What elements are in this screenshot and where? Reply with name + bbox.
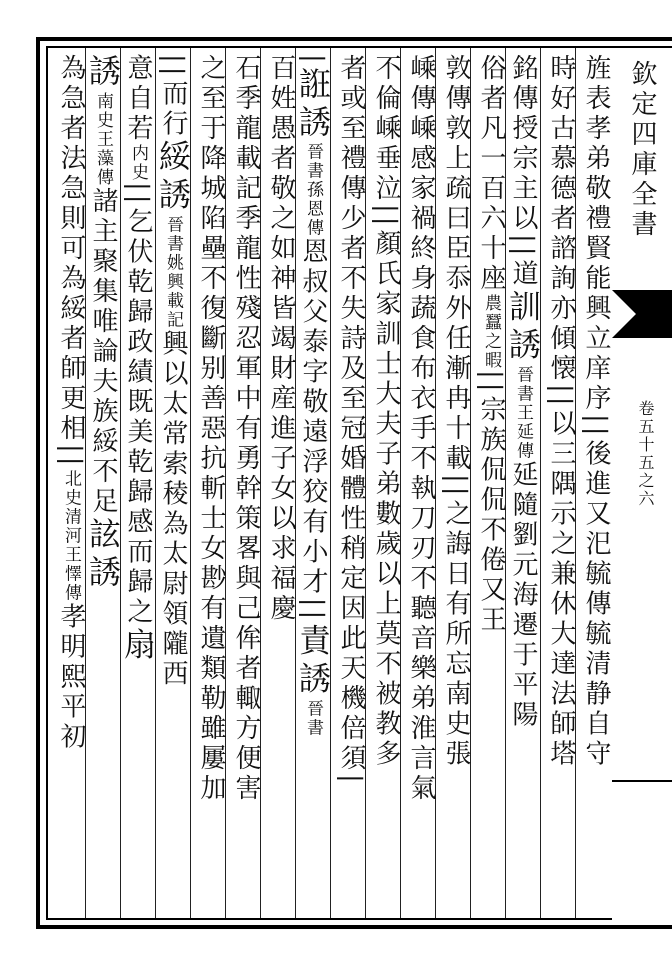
headword: 詃誘 xyxy=(84,517,122,593)
text-column xyxy=(191,54,224,914)
source-note: 晉書姚興載記 xyxy=(163,215,183,330)
text-column xyxy=(504,54,542,914)
text-column xyxy=(154,54,192,914)
text-run: 旌表孝弟敬禮賢能興立庠序||後進又汜毓傳毓清静自守 xyxy=(581,54,611,770)
headword: 訓誘 xyxy=(504,289,542,366)
text-run: 敦傳敦上疏曰臣忝外任漸冉十載||之誨日有所忘南史張 xyxy=(441,54,471,770)
headword: 責誘 xyxy=(294,623,332,700)
text-run: | xyxy=(298,54,328,67)
source-note: 晉書孫恩傳 xyxy=(303,142,323,238)
text-column xyxy=(294,54,332,914)
margin-bottom-rule xyxy=(612,780,672,782)
text-run: 意自若 xyxy=(123,54,153,144)
text-run: 時好古慕德者諮詢亦傾懐||以三隅示之兼休大達法師塔 xyxy=(546,54,576,770)
text-run: ||乞伏乾歸政績既美乾歸感而歸之 xyxy=(123,182,153,628)
text-run: 興以太常索稜為太尉領隴西 xyxy=(158,329,188,690)
text-column xyxy=(331,54,364,914)
text-column xyxy=(84,54,122,914)
text-run: 石季龍載記季龍性殘忍軍中有勇幹策畧與己侔者輙方便害 xyxy=(231,54,261,804)
text-column xyxy=(401,54,434,914)
text-run: 恩叔父泰字敬遠浮狡有小才|| xyxy=(298,237,328,624)
text-run: 百姓愚者敬之如神皆竭財産進子女以求福慶 xyxy=(266,54,296,624)
text-column xyxy=(471,54,504,914)
text-column xyxy=(576,54,609,914)
text-run: 者或至禮傳少者不失詩及至冠婚體性稍定因此天機倍須| xyxy=(336,54,366,787)
text-run: 延隨劉元海遷于平陽 xyxy=(508,460,538,731)
text-run: ||宗族侃侃不倦又王 xyxy=(476,370,506,636)
source-note: 内史 xyxy=(128,144,148,182)
headword: 綏誘 xyxy=(154,139,192,216)
source-note: 晉書王延傳 xyxy=(513,365,533,461)
text-run: 俗者凡一百六十座 xyxy=(476,54,506,294)
text-run: 之至于降城陷壘不復斷别善惡抗斬士女尠有遺類勒雖屢加 xyxy=(196,54,226,804)
source-note: 北史清河王懌傳 xyxy=(61,469,81,603)
text-run: 不倫嵊垂泣||顏氏家訓士大夫子弟數歲以上莫不被教多 xyxy=(371,54,401,770)
margin-top-rule xyxy=(612,46,672,48)
headword: 扇 xyxy=(119,627,157,666)
fish-tail-mark-icon xyxy=(612,290,672,338)
headword: 誑誘 xyxy=(294,66,332,143)
text-column xyxy=(541,54,574,914)
headword: 誘 xyxy=(84,54,122,92)
margin-volume-label: 卷五十五之六 xyxy=(636,400,655,508)
text-column xyxy=(51,54,84,914)
text-column xyxy=(261,54,294,914)
text-column xyxy=(436,54,469,914)
text-column xyxy=(226,54,259,914)
text-column xyxy=(119,54,157,914)
text-run: 孝明熙平初 xyxy=(56,602,86,753)
text-run: 嵊傳嵊感家禍終身蔬食布衣手不執刀刃不聽音樂弟淮言氣 xyxy=(406,54,436,804)
source-note: 農蠶之暇 xyxy=(481,294,501,370)
text-column xyxy=(366,54,399,914)
text-run: 諸主聚集唯論夫族綏不足 xyxy=(88,187,118,517)
margin-book-title: 欽定四庫全書 xyxy=(627,60,657,240)
text-run: ||而行 xyxy=(158,54,188,140)
text-run: 銘傳授宗主以||道 xyxy=(508,54,538,290)
text-run: 為急者法急則可為綏者師更相|| xyxy=(56,54,86,470)
source-note: 晉書 xyxy=(303,699,323,738)
source-note: 南史王藻傳 xyxy=(93,92,113,187)
